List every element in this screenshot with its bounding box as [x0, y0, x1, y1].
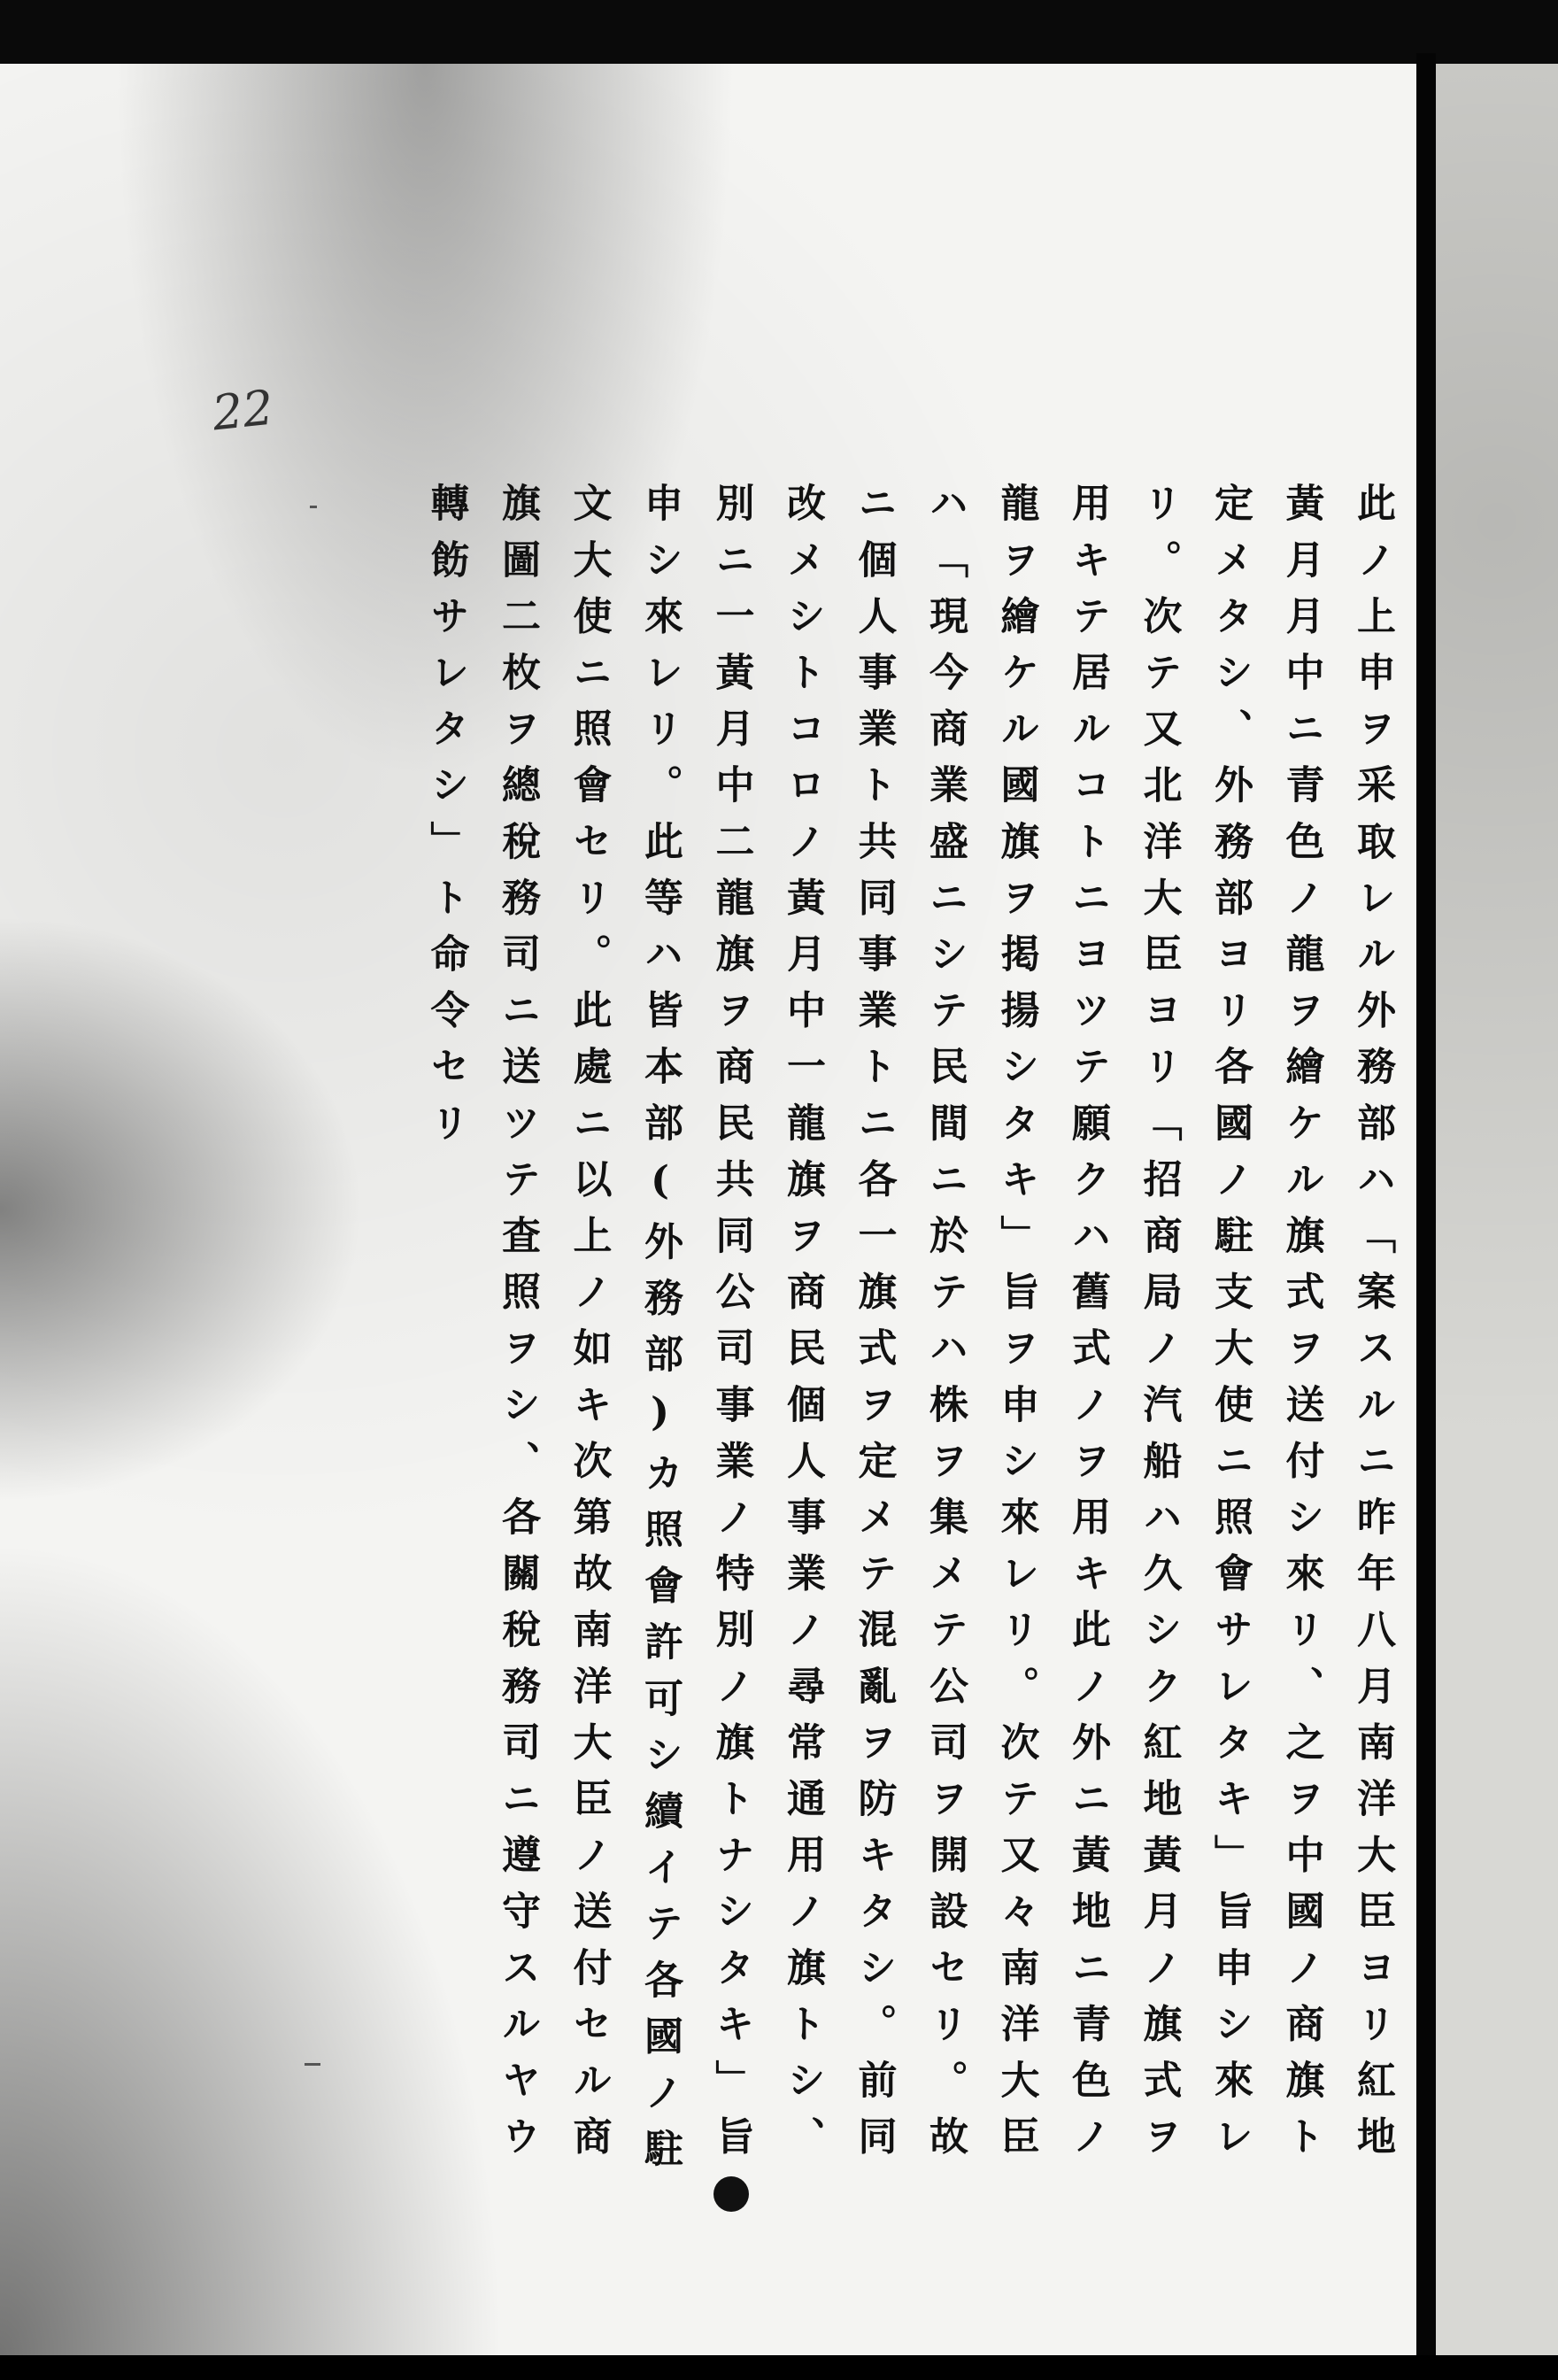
text-column-6: 龍ヲ繪ケル國旗ヲ掲揚シタキ」旨ヲ申シ來レリ。次テ又々南洋大臣: [993, 483, 1039, 2172]
margin-mark: [305, 2063, 320, 2066]
ink-blot: [713, 2176, 749, 2212]
text-column-9: 改メシトコロノ黃月中一龍旗ヲ商民個人事業ノ尋常通用ノ旗トシ、: [780, 483, 825, 2172]
text-column-2: 黃月月中ニ青色ノ龍ヲ繪ケル旗式ヲ送付シ來リ、之ヲ中國ノ商旗ト: [1278, 483, 1324, 2172]
text-column-1: 此ノ上申ヲ采取レル外務部ハ「案スルニ昨年八月南洋大臣ヨリ紅地: [1350, 483, 1395, 2172]
text-column-4: リ。次テ又北洋大臣ヨリ「招商局ノ汽船ハ久シク紅地黃月ノ旗式ヲ: [1136, 483, 1182, 2172]
text-column-8: ニ個人事業ト共同事業トニ各一旗式ヲ定メテ混亂ヲ防キタシ。前同: [851, 483, 897, 2172]
text-column-14: 轉飭サレタシ」ト命令セリ: [423, 483, 469, 1159]
book-spine-shadow: [1416, 53, 1436, 2355]
text-column-10: 別ニ一黃月中二龍旗ヲ商民共同公司事業ノ特別ノ旗トナシタキ」旨: [708, 483, 754, 2172]
margin-mark: [310, 506, 317, 508]
text-column-3: 定メタシ、外務部ヨリ各國ノ駐支大使ニ照會サレタキ」旨申シ來レ: [1207, 483, 1253, 2172]
text-column-13: 旗圖二枚ヲ總稅務司ニ送ツテ査照ヲシ、各關稅務司ニ遵守スルヤウ: [495, 483, 540, 2172]
vertical-text-block: [423, 483, 1408, 2253]
text-column-11: 申シ來レリ。此等ハ皆本部(外務部)カ照會許可シ續イテ各國ノ駐: [637, 483, 683, 2184]
bottom-border: [0, 2355, 1558, 2380]
text-column-5: 用キテ居ルコトニヨツテ願クハ舊式ノヲ用キ此ノ外ニ黃地ニ青色ノ: [1065, 483, 1110, 2172]
text-column-7: ハ「現今商業盛ニシテ民間ニ於テハ株ヲ集メテ公司ヲ開設セリ。故: [922, 483, 968, 2172]
facing-page-edge: [1436, 64, 1558, 2355]
page-number: 22: [209, 379, 276, 442]
text-column-12: 文大使ニ照會セリ。此處ニ以上ノ如キ次第故南洋大臣ノ送付セル商: [566, 483, 612, 2172]
